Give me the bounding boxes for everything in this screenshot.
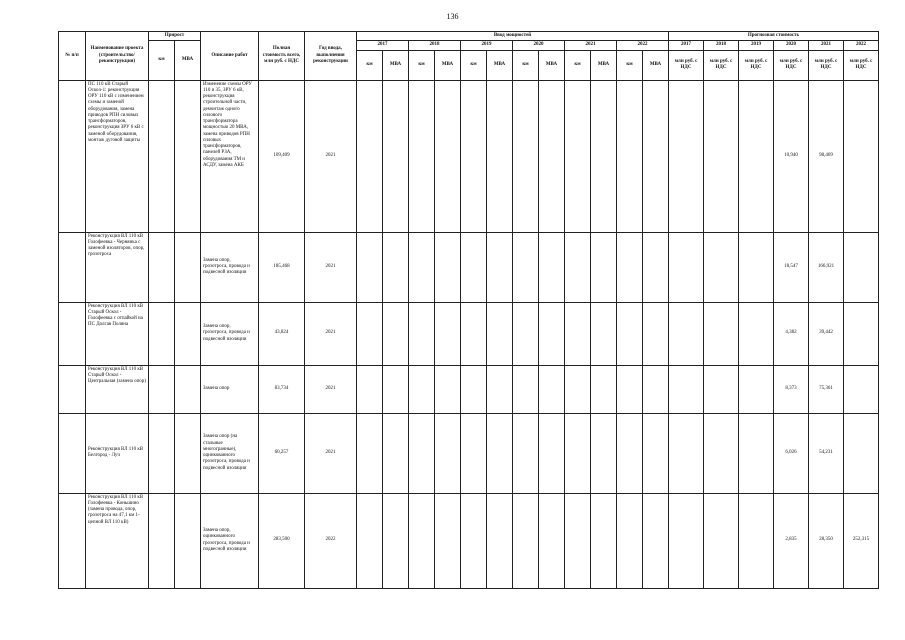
work-description: Замена опор (на стальные многогранные), оцинкованного грозотроса, провода и подвесной изоляции <box>201 413 259 493</box>
col-input-header: Ввод мощностей <box>357 32 669 41</box>
commission-year: 2021 <box>305 80 357 232</box>
project-name: Реконструкция ВЛ 110 кВ Старый Оскол - Голофеевка с отпайкой на ПС Долгая Поляна <box>86 302 149 365</box>
forecast-year-header: 2020 <box>774 41 809 50</box>
input-year-header: 2019 <box>461 41 513 50</box>
input-mva-header: МВА <box>539 50 565 80</box>
forecast-unit-header: млн руб. с НДС <box>844 50 879 80</box>
forecast-2022 <box>844 365 879 413</box>
forecast-2022 <box>844 302 879 365</box>
forecast-year-header: 2021 <box>809 41 844 50</box>
input-km-header: км <box>513 50 539 80</box>
input-year-header: 2017 <box>357 41 409 50</box>
total-cost: 109,409 <box>259 80 305 232</box>
forecast-2021: 39,442 <box>809 302 844 365</box>
total-cost: 43,824 <box>259 302 305 365</box>
forecast-2021: 166,921 <box>809 232 844 302</box>
commission-year: 2021 <box>305 232 357 302</box>
input-year-header: 2022 <box>617 41 669 50</box>
forecast-2020: 4,382 <box>774 302 809 365</box>
forecast-unit-header: млн руб. с НДС <box>739 50 774 80</box>
work-description: Замена опор <box>201 365 259 413</box>
forecast-2022 <box>844 80 879 232</box>
input-km-header: км <box>565 50 591 80</box>
growth-mva-header: МВА <box>175 41 201 80</box>
table-row <box>59 302 879 365</box>
col-desc-header: Описание работ <box>201 32 259 81</box>
col-name-header: Наименование проекта (строительство/ реконструкция) <box>86 32 149 81</box>
growth-km-header: км <box>149 41 175 80</box>
forecast-2020: 2,835 <box>774 493 809 588</box>
project-name: Реконструкция ВЛ 110 кВ Голофеевка - Коньшино (замена провода, опор, грозотроса на 47,1 км 1-цепной ВЛ 110 кВ) <box>86 493 149 588</box>
forecast-2020: 18,547 <box>774 232 809 302</box>
forecast-2021: 98,469 <box>809 80 844 232</box>
work-description: Изменение схемы ОРУ 110 и 35, ЗРУ 6 кВ, реконструкция строительной части, демонтаж одного силового трансформатора мощностью 20 МВА, замена приводов РПН силовых трансформаторов, панелей РЗА, оборудования ТМ и АСДУ, замена АКБ <box>201 80 259 232</box>
input-mva-header: МВА <box>591 50 617 80</box>
project-name: Реконструкция ВЛ 110 кВ Белгород - Луч <box>86 413 149 493</box>
forecast-year-header: 2018 <box>704 41 739 50</box>
forecast-year-header: 2017 <box>669 41 704 50</box>
input-year-header: 2020 <box>513 41 565 50</box>
commission-year: 2021 <box>305 413 357 493</box>
table-row <box>59 232 879 302</box>
investment-table <box>58 31 879 589</box>
project-name: Реконструкция ВЛ 110 кВ Старый Оскол - Центральная (замена опор) <box>86 365 149 413</box>
table-row <box>59 493 879 588</box>
work-description: Замена опор, грозотроса, провода и подвесной изоляции <box>201 232 259 302</box>
col-year-header: Год ввода, выполнения реконструкции <box>305 32 357 81</box>
forecast-2021: 54,231 <box>809 413 844 493</box>
forecast-2022: 252,315 <box>844 493 879 588</box>
col-cost-header: Полная стоимость всего, млн руб. с НДС <box>259 32 305 81</box>
project-name: ПС 110 кВ Старый Оскол-1: реконструкция ОРУ 110 кВ с изменением схемы и заменой оборудования, замена приводов РПН силовых трансформаторов, реконструкция ЗРУ 6 кВ с заменой оборудования, монтаж дуговой защиты <box>86 80 149 232</box>
commission-year: 2021 <box>305 302 357 365</box>
total-cost: 83,734 <box>259 365 305 413</box>
work-description: Замена опор, грозотроса, провода и подвесной изоляции <box>201 302 259 365</box>
forecast-2021: 75,361 <box>809 365 844 413</box>
forecast-unit-header: млн руб. с НДС <box>774 50 809 80</box>
forecast-2020: 10,940 <box>774 80 809 232</box>
page-number: 136 <box>446 12 459 21</box>
forecast-2020: 8,373 <box>774 365 809 413</box>
forecast-2022 <box>844 232 879 302</box>
forecast-year-header: 2019 <box>739 41 774 50</box>
forecast-2021: 28,350 <box>809 493 844 588</box>
forecast-unit-header: млн руб. с НДС <box>704 50 739 80</box>
commission-year: 2022 <box>305 493 357 588</box>
table-row <box>59 80 879 232</box>
input-mva-header: МВА <box>643 50 669 80</box>
input-mva-header: МВА <box>435 50 461 80</box>
forecast-unit-header: млн руб. с НДС <box>809 50 844 80</box>
forecast-2022 <box>844 413 879 493</box>
input-km-header: км <box>617 50 643 80</box>
commission-year: 2021 <box>305 365 357 413</box>
table-row <box>59 413 879 493</box>
input-year-header: 2018 <box>409 41 461 50</box>
forecast-unit-header: млн руб. с НДС <box>669 50 704 80</box>
input-year-header: 2021 <box>565 41 617 50</box>
work-description: Замена опор, оцинкованного грозотроса, провода и подвесной изоляции <box>201 493 259 588</box>
col-growth-header: Прирост <box>149 32 201 41</box>
forecast-2020: 6,026 <box>774 413 809 493</box>
project-name: Реконструкция ВЛ 110 кВ Голофеевка - Чернянка с заменой изоляторов, опор, грозотроса <box>86 232 149 302</box>
input-km-header: км <box>409 50 435 80</box>
total-cost: 185,468 <box>259 232 305 302</box>
input-km-header: км <box>357 50 383 80</box>
forecast-year-header: 2022 <box>844 41 879 50</box>
col-forecast-header: Прогнозная стоимость <box>669 32 879 41</box>
input-km-header: км <box>461 50 487 80</box>
input-mva-header: МВА <box>383 50 409 80</box>
table-row <box>59 365 879 413</box>
input-mva-header: МВА <box>487 50 513 80</box>
col-num-header: № п/п <box>59 32 86 81</box>
total-cost: 60,257 <box>259 413 305 493</box>
total-cost: 283,500 <box>259 493 305 588</box>
